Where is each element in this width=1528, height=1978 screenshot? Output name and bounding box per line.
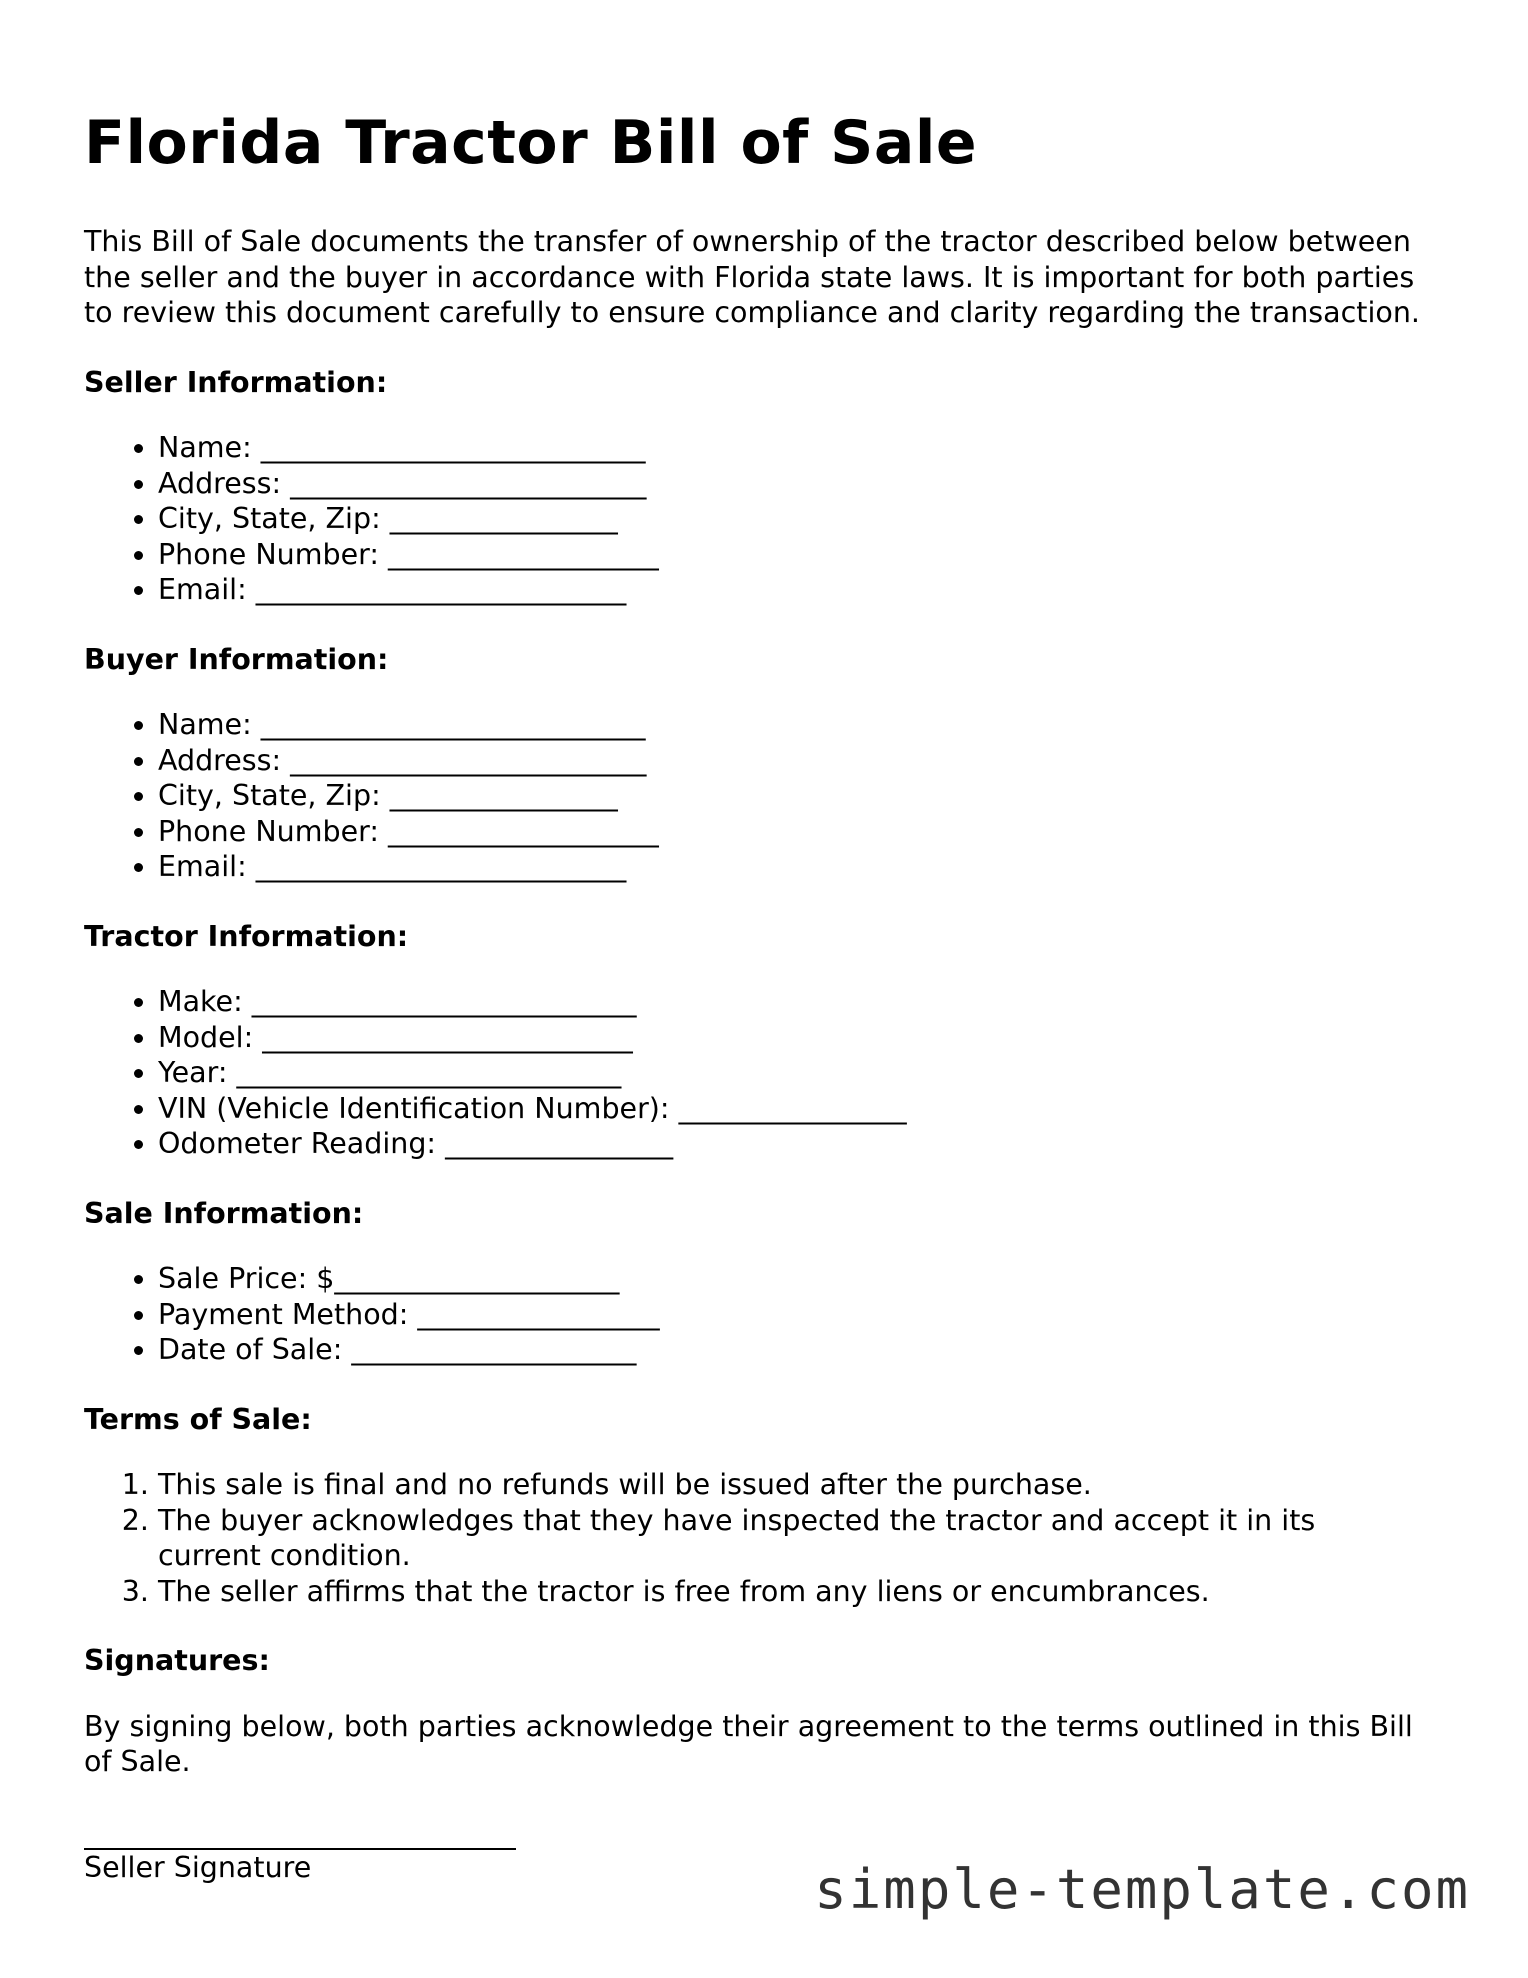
terms-list (84, 1467, 1424, 1609)
sale-list (84, 1261, 1424, 1368)
sale-date-field: • Date of Sale: ____________________ (158, 1332, 1424, 1368)
watermark: simple-template.com (814, 1858, 1470, 1921)
seller-heading: Seller Information: (84, 365, 388, 399)
document-page (84, 108, 1424, 1886)
seller-address-field: • Address: _________________________ (158, 466, 1424, 502)
seller-name-field: • Name: ___________________________ (158, 430, 1424, 466)
payment-method-field: • Payment Method: _________________ (158, 1297, 1424, 1333)
seller-city-field: • City, State, Zip: ________________ (158, 501, 1424, 537)
term-item: 2. The buyer acknowledges that they have inspected the tractor and accept it in its current condition. (158, 1503, 1424, 1574)
seller-email-field: • Email: __________________________ (158, 572, 1424, 608)
sale-price-field: • Sale Price: $____________________ (158, 1261, 1424, 1297)
buyer-email-field: • Email: __________________________ (158, 849, 1424, 885)
buyer-list (84, 707, 1424, 885)
sale-heading: Sale Information: (84, 1196, 364, 1230)
buyer-city-field: • City, State, Zip: ________________ (158, 778, 1424, 814)
buyer-address-field: • Address: _________________________ (158, 743, 1424, 779)
buyer-heading: Buyer Information: (84, 642, 389, 676)
buyer-name-field: • Name: ___________________________ (158, 707, 1424, 743)
tractor-model-field: • Model: __________________________ (158, 1020, 1424, 1056)
tractor-heading: Tractor Information: (84, 919, 409, 953)
seller-phone-field: • Phone Number: ___________________ (158, 537, 1424, 573)
seller-list (84, 430, 1424, 608)
terms-heading: Terms of Sale: (84, 1402, 312, 1436)
term-item: 1. This sale is final and no refunds will be issued after the purchase. (158, 1467, 1424, 1503)
seller-signature-line (84, 1820, 516, 1850)
document-title: Florida Tractor Bill of Sale (84, 108, 978, 178)
seller-signature-label: Seller Signature (84, 1850, 312, 1884)
tractor-list (84, 984, 1424, 1162)
term-item: 3. The seller affirms that the tractor is free from any liens or encumbrances. (158, 1574, 1424, 1610)
buyer-phone-field: • Phone Number: ___________________ (158, 814, 1424, 850)
tractor-year-field: • Year: ___________________________ (158, 1055, 1424, 1091)
signatures-text: By signing below, both parties acknowledge their agreement to the terms outlined in this Bill of Sale. (84, 1709, 1413, 1778)
tractor-make-field: • Make: ___________________________ (158, 984, 1424, 1020)
intro-paragraph: This Bill of Sale documents the transfer of ownership of the tractor described below between the seller and the buyer in accordance with Florida state laws. It is important for both parties to review this document carefully to ensure compliance and clarity regarding the transaction. (84, 225, 1420, 329)
tractor-odometer-field: • Odometer Reading: ________________ (158, 1126, 1424, 1162)
signatures-heading: Signatures: (84, 1644, 270, 1677)
tractor-vin-field: • VIN (Vehicle Identification Number): ________________ (158, 1091, 1424, 1127)
